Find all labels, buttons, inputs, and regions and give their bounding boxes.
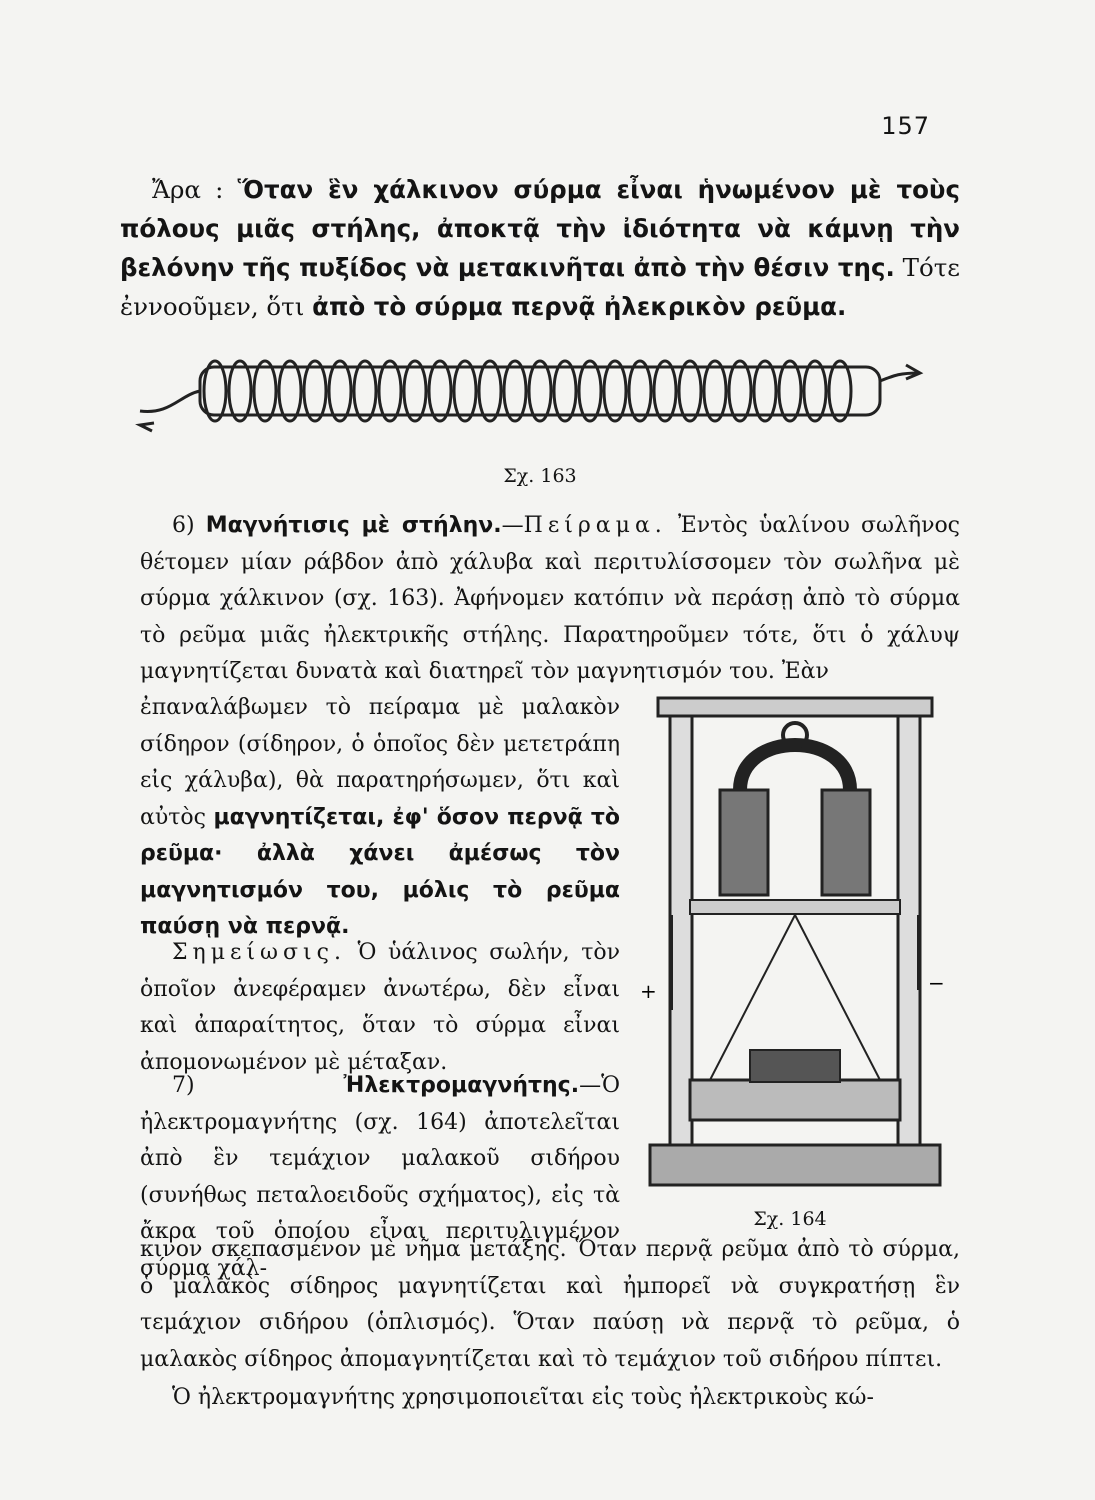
coil-winding [829, 361, 851, 421]
coil-winding [529, 361, 551, 421]
coil-winding [379, 361, 401, 421]
coil-winding [704, 361, 726, 421]
coil-winding [204, 361, 226, 421]
section-heading-magnetization: Μαγνήτισις μὲ στήλην. [205, 513, 502, 538]
coil-winding [779, 361, 801, 421]
note-label: Σημείωσις. [172, 940, 346, 965]
electromagnet-figure-164 [640, 690, 945, 1210]
magnetization-paragraph [140, 508, 960, 691]
coil-winding [354, 361, 376, 421]
electromagnet-continued-text: κινον σκεπασμένον μὲ νῆμα μετάξης. Ὅταν περνᾷ ρεῦμα ἀπὸ τὸ σύρμα, ὁ μαλακὸς σίδηρος μαγνητίζεται καὶ ἠμπορεῖ νὰ συγκρατήσῃ ἓν τεμάχιον σιδήρου (ὁπλισμός). Ὅταν παύσῃ νὰ περνᾷ τὸ ρεῦμα, ὁ μαλακὸς σίδηρος ἀπομαγνητίζεται καὶ τὸ τεμάχιον τοῦ σιδήρου πίπτει. [140, 1237, 960, 1372]
page-number: 157 [881, 112, 930, 140]
coil-winding [629, 361, 651, 421]
figure-164-caption: Σχ. 164 [753, 1208, 827, 1230]
minus-sign: − [928, 971, 945, 995]
conclusion-paragraph [120, 170, 960, 326]
electromagnet-text: —Ὁ ἠλεκτρομαγνήτης (σχ. 164) ἀποτελεῖται ἀπὸ ἓν τεμάχιον μαλακοῦ σιδήρου (συνήθως πεταλοειδοῦς σχήματος), εἰς τὰ ἄκρα τοῦ ὁποίου εἶναι περιτυλιγμένον σύρμα χάλ- [140, 1073, 620, 1281]
section-heading-electromagnet: Ἠλεκτρομαγνήτης. [343, 1073, 580, 1098]
magnetization-text: Ἐντὸς ὑαλίνου σωλῆνος θέτομεν μίαν ράβδον ἀπὸ χάλυβα καὶ περιτυλίσσομεν τὸν σωλῆνα μὲ σύρμα χάλκινον (σχ. 163). Ἀφήνομεν κατόπιν νὰ περάσῃ ἀπὸ τὸ σύρμα τὸ ρεῦμα μιᾶς ἠλεκτρικῆς στήλης. Παρατηροῦμεν τότε, ὅτι ὁ χάλυψ μαγνητίζεται δυνατὰ καὶ διατηρεῖ τὸν μαγνητισμόν του. Ἐὰν [140, 513, 961, 684]
section-number-7: 7) [172, 1073, 344, 1098]
coil-winding [279, 361, 301, 421]
coil-winding [604, 361, 626, 421]
soft-iron-text: ἐπαναλάβωμεν τὸ πείραμα μὲ μαλακὸν σίδηρον (σίδηρον, ὁ ὁποῖος δὲν μετετράπη εἰς χάλυβα), θὰ παρατηρήσωμεν, ὅτι καὶ αὐτὸς [140, 695, 620, 830]
usage-paragraph [140, 1380, 960, 1417]
conclusion-plain: Τότε ἐννοοῦμεν, ὅτι [120, 253, 960, 321]
note-text: Ὁ ὑάλινος σωλήν, τὸν ὁποῖον ἀνεφέραμεν ἀνωτέρω, δὲν εἶναι καὶ ἀπαραίτητος, ὅταν τὸ σύρμα εἶναι ἀπομονωμένον μὲ μέταξαν. [140, 940, 620, 1075]
coil-winding [679, 361, 701, 421]
soft-iron-paragraph [140, 690, 620, 946]
coil-winding [804, 361, 826, 421]
conclusion-bold: Ὅταν ἓν χάλκινον σύρμα εἶναι ἡνωμένον μὲ τοὺς πόλους μιᾶς στήλης, ἀποκτᾷ τὴν ἰδιότητα νὰ κάμνῃ τὴν βελόνην τῆς πυξίδος νὰ μετακινῆται ἀπὸ τὴν θέσιν της. [120, 175, 960, 282]
coil-winding [754, 361, 776, 421]
conclusion-lead: Ἄρα : [152, 175, 238, 204]
heading-dash: — [501, 513, 524, 538]
note-paragraph [140, 935, 620, 1081]
usage-text: Ὁ ἠλεκτρομαγνήτης χρησιμοποιεῖται εἰς τοὺς ἠλεκτρικοὺς κώ- [172, 1385, 874, 1410]
figure-163-caption: Σχ. 163 [503, 465, 577, 487]
experiment-label: Πείραμα. [523, 513, 667, 538]
section-number-6: 6) [172, 513, 206, 538]
plus-sign: + [640, 979, 657, 1003]
coil-winding [479, 361, 501, 421]
coil-winding [729, 361, 751, 421]
coil-winding [254, 361, 276, 421]
coil-winding [404, 361, 426, 421]
coil-winding [429, 361, 451, 421]
conclusion-bold-end: ἀπὸ τὸ σύρμα περνᾷ ἠλεκρικὸν ρεῦμα. [312, 292, 847, 321]
electromagnet-continued-paragraph [140, 1232, 960, 1378]
coil-winding [654, 361, 676, 421]
coil-winding [229, 361, 251, 421]
coil-winding [504, 361, 526, 421]
coil-winding [554, 361, 576, 421]
coil-winding [579, 361, 601, 421]
coil-winding [304, 361, 326, 421]
soft-iron-bold: μαγνητίζεται, ἐφ' ὅσον περνᾷ τὸ ρεῦμα· ἀλλὰ χάνει ἀμέσως τὸν μαγνητισμόν του, μόλις τὸ ρεῦμα παύσῃ νὰ περνᾷ. [140, 804, 621, 939]
coil-winding [329, 361, 351, 421]
coil-figure-163 [140, 345, 920, 445]
coil-winding [454, 361, 476, 421]
